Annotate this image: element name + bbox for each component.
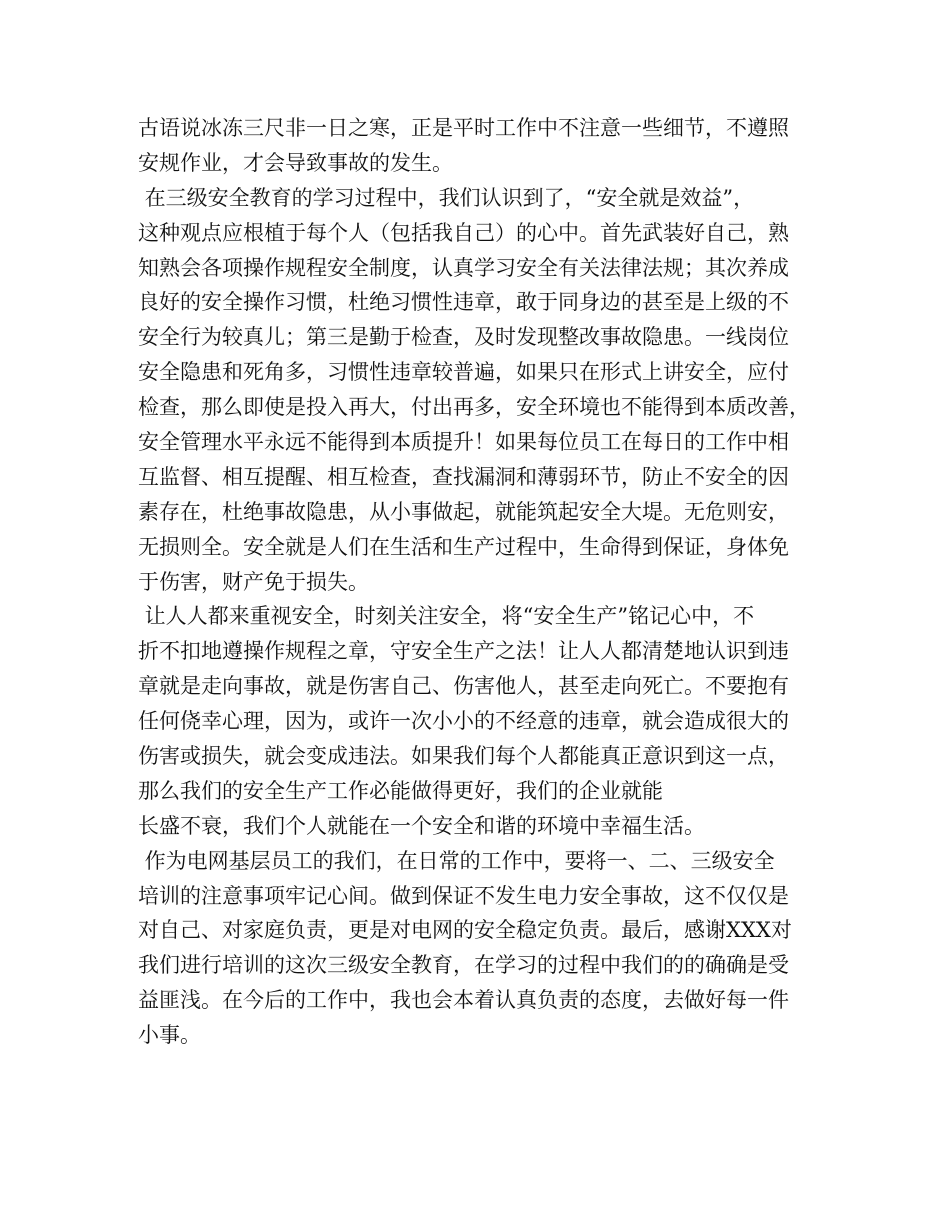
text-line: 小事。 xyxy=(138,1023,201,1048)
text-line: 在三级安全教育的学习过程中，我们认识到了，“安全就是效益”， xyxy=(138,185,755,210)
text-line: 于伤害，财产免于损失。 xyxy=(138,569,369,594)
text-line: 折不扣地遵操作规程之章，守安全生产之法！让人人都清楚地认识到违 xyxy=(138,639,789,664)
text-line: 安全隐患和死角多，习惯性违章较普遍，如果只在形式上讲安全，应付 xyxy=(138,360,789,385)
text-line: 作为电网基层员工的我们，在日常的工作中，要将一、二、三级安全 xyxy=(138,848,775,873)
text-line: 章就是走向事故，就是伤害自己、伤害他人，甚至走向死亡。不要抱有 xyxy=(138,674,789,699)
text-line: 安全行为较真儿；第三是勤于检查，及时发现整改事故隐患。一线岗位 xyxy=(138,325,789,350)
text-line: 对自己、对家庭负责，更是对电网的安全稳定负责。最后，感谢XXX对 xyxy=(138,918,792,943)
text-line: 伤害或损失，就会变成违法。如果我们每个人都能真正意识到这一点， xyxy=(138,744,789,769)
text-line: 素存在，杜绝事故隐患，从小事做起，就能筑起安全大堤。无危则安， xyxy=(138,499,789,524)
text-line: 古语说冰冻三尺非一日之寒，正是平时工作中不注意一些细节，不遵照 xyxy=(138,116,789,140)
document-body xyxy=(138,111,818,1053)
text-line: 检查，那么即使是投入再大，付出再多，安全环境也不能得到本质改善， xyxy=(138,395,810,420)
text-line: 培训的注意事项牢记心间。做到保证不发生电力安全事故，这不仅仅是 xyxy=(138,883,789,908)
text-line: 益匪浅。在今后的工作中，我也会本着认真负责的态度，去做好每一件 xyxy=(138,988,789,1013)
text-line: 那么我们的安全生产工作必能做得更好，我们的企业就能 xyxy=(138,778,663,803)
text-line: 无损则全。安全就是人们在生活和生产过程中，生命得到保证，身体免 xyxy=(138,534,789,559)
text-line: 这种观点应根植于每个人（包括我自己）的心中。首先武装好自己，熟 xyxy=(138,220,789,245)
text-line: 让人人都来重视安全，时刻关注安全，将“安全生产”铭记心中，不 xyxy=(138,604,755,629)
text-line: 互监督、相互提醒、相互检查，查找漏洞和薄弱环节，防止不安全的因 xyxy=(138,464,789,489)
text-line: 知熟会各项操作规程安全制度，认真学习安全有关法律法规；其次养成 xyxy=(138,255,789,280)
text-line: 我们进行培训的这次三级安全教育，在学习的过程中我们的的确确是受 xyxy=(138,953,789,978)
text-line: 安规作业，才会导致事故的发生。 xyxy=(138,150,453,175)
text-line: 安全管理水平永远不能得到本质提升！如果每位员工在每日的工作中相 xyxy=(138,430,789,455)
text-line: 长盛不衰，我们个人就能在一个安全和谐的环境中幸福生活。 xyxy=(138,813,705,838)
text-line: 任何侥幸心理，因为，或许一次小小的不经意的违章，就会造成很大的 xyxy=(138,709,789,734)
text-line: 良好的安全操作习惯，杜绝习惯性违章，敢于同身边的甚至是上级的不 xyxy=(138,290,789,315)
